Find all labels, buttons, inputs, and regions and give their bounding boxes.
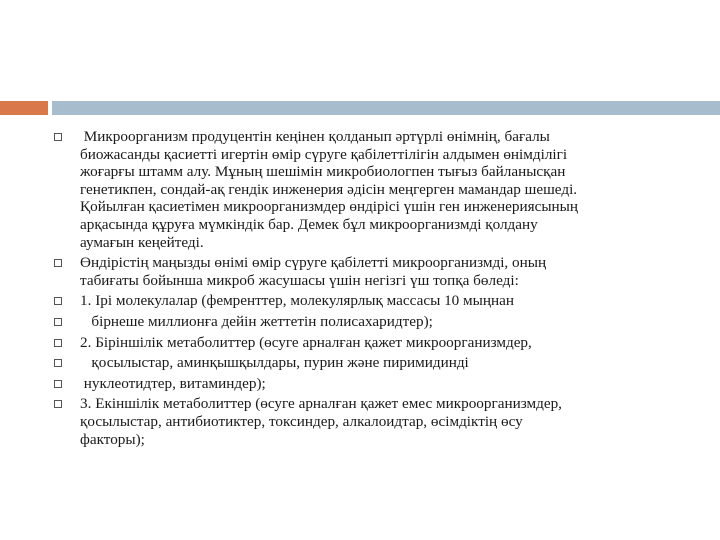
bullet-text-line: қосылыстар, антибиотиктер, токсиндер, алкалоидтар, өсімдіктің өсу	[80, 412, 523, 430]
bullet-text-line: биожасанды қасиетті игертін өмір сүруге қабілеттілігін алдымен өнімділігі	[80, 145, 568, 163]
bullet-text-line: бірнеше миллионға дейін жеттетін полисахаридтер);	[80, 312, 433, 330]
bullet-item	[54, 375, 694, 393]
bullet-text-line: аумағын кеңейтеді.	[80, 233, 204, 251]
bullet-text-line: Қойылған қасиетімен микроорганизмдер өндірісі үшін ген инженериясының	[80, 198, 578, 216]
bullet-item	[54, 292, 694, 310]
bullet-item	[54, 395, 694, 448]
hollow-square-bullet-icon	[54, 339, 62, 347]
bullet-item	[54, 254, 694, 289]
header-rule-bar	[52, 101, 720, 115]
accent-bar	[0, 101, 48, 115]
hollow-square-bullet-icon	[54, 318, 62, 326]
bullet-list	[54, 128, 694, 451]
bullet-text-line: жоғарғы штамм алу. Мұның шешімін микробиологпен тығыз байланысқан	[80, 163, 566, 181]
bullet-item	[54, 354, 694, 372]
hollow-square-bullet-icon	[54, 297, 62, 305]
hollow-square-bullet-icon	[54, 380, 62, 388]
hollow-square-bullet-icon	[54, 359, 62, 367]
bullet-text-line: 1. Ірі молекулалар (фемренттер, молекулярлық массасы 10 мыңнан	[80, 292, 514, 310]
hollow-square-bullet-icon	[54, 400, 62, 408]
bullet-text-line: қосылыстар, аминқышқылдары, пурин және пиримидинді	[80, 354, 469, 372]
bullet-text-line: арқасында құруға мүмкіндік бар. Демек бұл микроорганизмді қолдану	[80, 215, 538, 233]
bullet-item	[54, 334, 694, 352]
bullet-item	[54, 128, 694, 251]
bullet-text-line: 2. Біріншілік метаболиттер (өсуге арналған қажет микроорганизмдер,	[80, 333, 532, 351]
bullet-text-line: факторы);	[80, 430, 145, 448]
bullet-text-line: Микроорганизм продуцентін кеңінен қолданып әртүрлі өнімнің, бағалы	[80, 128, 550, 145]
bullet-text-line: табиғаты бойынша микроб жасушасы үшін негізгі үш топқа бөледі:	[80, 271, 519, 289]
hollow-square-bullet-icon	[54, 133, 62, 141]
bullet-text-line: нуклеотидтер, витаминдер);	[80, 374, 266, 392]
bullet-text-line: Өндірістің маңызды өнімі өмір сүруге қабілетті микроорганизмді, оның	[80, 254, 547, 272]
bullet-text-line: генетикпен, сондай-ақ гендік инженерия әдісін меңгерген мамандар шешеді.	[80, 180, 578, 198]
hollow-square-bullet-icon	[54, 259, 62, 267]
bullet-text-line: 3. Екіншілік метаболиттер (өсуге арналған қажет емес микроорганизмдер,	[80, 395, 562, 413]
bullet-item	[54, 313, 694, 331]
